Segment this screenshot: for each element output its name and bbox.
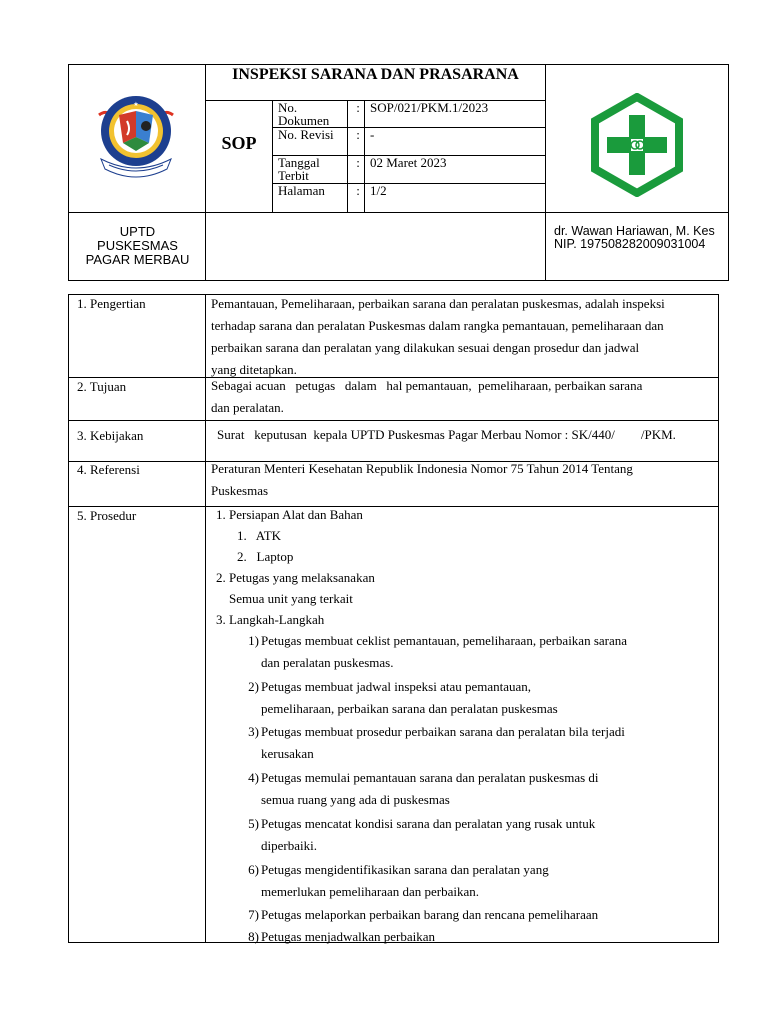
text-line: semua ruang yang ada di puskesmas — [261, 792, 450, 807]
step-number: 4) — [248, 770, 259, 785]
colon: : — [356, 100, 360, 115]
text-line: Petugas melaporkan perbaikan barang dan rencana pemeliharaan — [261, 907, 599, 922]
text-line: terhadap sarana dan peralatan Puskesmas dalam rangka pemantauan, pemeliharaan dan — [211, 318, 664, 333]
pengertian-label: 1. Pengertian — [77, 296, 146, 311]
revision-label: No. Revisi — [278, 127, 334, 142]
text-line: Petugas menjadwalkan perbaikan — [261, 929, 435, 944]
kebijakan-text: Surat keputusan kepala UPTD Puskesmas Pagar Merbau Nomor : SK/440/ /PKM. — [217, 427, 676, 442]
text-line: Peraturan Menteri Kesehatan Republik Indonesia Nomor 75 Tahun 2014 Tentang — [211, 461, 633, 476]
signer-nip: NIP. 197508282009031004 — [554, 237, 706, 251]
text-line: Sebagai acuan petugas dalam hal pemantauan, pemeliharaan, perbaikan sarana — [211, 378, 643, 393]
step-number: 2) — [248, 679, 259, 694]
revision-value: - — [370, 127, 375, 142]
svg-text:★: ★ — [133, 101, 139, 108]
text-line: Petugas membuat prosedur perbaikan sarana dan peralatan bila terjadi — [261, 724, 625, 739]
step-number: 5) — [248, 816, 259, 831]
colon: : — [356, 183, 360, 198]
prosedur-label: 5. Prosedur — [77, 508, 137, 523]
prosedur-item-2-text: Semua unit yang terkait — [229, 591, 353, 606]
step-text — [261, 676, 707, 720]
step-text — [261, 813, 707, 857]
prosedur-item-1-atk: 1. ATK — [237, 528, 282, 543]
tujuan-label: 2. Tujuan — [77, 379, 127, 394]
sop-label: SOP — [221, 133, 257, 153]
colon: : — [356, 127, 360, 142]
signature-block — [546, 225, 730, 251]
text-line: Petugas membuat jadwal inspeksi atau pemantauan, — [261, 679, 532, 694]
text-line: Petugas mencatat kondisi sarana dan peralatan yang rusak untuk — [261, 816, 596, 831]
text-line: Pemantauan, Pemeliharaan, perbaikan sarana dan peralatan puskesmas, adalah inspeksi — [211, 296, 665, 311]
referensi-label: 4. Referensi — [77, 462, 140, 477]
step-text — [261, 926, 707, 948]
step-text — [261, 859, 707, 903]
text-line: Petugas mengidentifikasikan sarana dan peralatan yang — [261, 862, 549, 877]
step-text — [261, 630, 707, 674]
text-line: yang ditetapkan. — [211, 362, 297, 377]
unit-line: PAGAR MERBAU — [85, 252, 190, 267]
doc-number-value: SOP/021/PKM.1/2023 — [370, 100, 489, 115]
regency-emblem-icon — [93, 93, 179, 187]
tujuan-text — [211, 375, 711, 419]
unit-line: UPTD — [119, 224, 156, 239]
text-line: perbaikan sarana dan peralatan yang dilakukan sesuai dengan prosedur dan jadwal — [211, 340, 640, 355]
puskesmas-logo-icon — [585, 93, 689, 197]
colon: : — [356, 155, 360, 170]
text-line: memerlukan pemeliharaan dan perbaikan. — [261, 884, 480, 899]
doc-number-label: No. Dokumen — [278, 100, 330, 128]
text-line: Puskesmas — [211, 483, 269, 498]
step-text — [261, 904, 707, 926]
text-line: pemeliharaan, perbaikan sarana dan peralatan puskesmas — [261, 701, 558, 716]
kebijakan-label: 3. Kebijakan — [77, 428, 144, 443]
prosedur-item-1-laptop: 2. Laptop — [237, 549, 294, 564]
prosedur-item-1-title: 1. Persiapan Alat dan Bahan — [216, 507, 363, 522]
prosedur-item-3-title: 3. Langkah-Langkah — [216, 612, 325, 627]
step-text — [261, 767, 707, 811]
issue-date-label: Tanggal Terbit — [278, 155, 320, 183]
text-line: kerusakan — [261, 746, 314, 761]
text-line: dan peralatan. — [211, 400, 284, 415]
document-title: INSPEKSI SARANA DAN PRASARANA — [232, 66, 519, 83]
sop-content-table — [68, 294, 719, 943]
prosedur-item-2-title: 2. Petugas yang melaksanakan — [216, 570, 375, 585]
page-value: 1/2 — [370, 183, 387, 198]
text-line: Petugas membuat ceklist pemantauan, pemeliharaan, perbaikan sarana — [261, 633, 628, 648]
step-number: 1) — [248, 633, 259, 648]
text-line: dan peralatan puskesmas. — [261, 655, 394, 670]
unit-line: PUSKESMAS — [97, 238, 178, 253]
step-number: 3) — [248, 724, 259, 739]
page-label: Halaman — [278, 183, 325, 198]
sop-header-table — [68, 64, 729, 281]
step-number: 6) — [248, 862, 259, 877]
text-line: Petugas memulai pemantauan sarana dan peralatan puskesmas di — [261, 770, 599, 785]
referensi-text — [211, 458, 711, 502]
unit-name — [69, 213, 206, 281]
step-number: 8) — [248, 929, 259, 944]
step-text — [261, 721, 707, 765]
signer-name: dr. Wawan Hariawan, M. Kes — [554, 224, 715, 238]
issue-date-value: 02 Maret 2023 — [370, 155, 447, 170]
text-line: diperbaiki. — [261, 838, 317, 853]
step-number: 7) — [248, 907, 259, 922]
pengertian-text — [211, 293, 711, 381]
